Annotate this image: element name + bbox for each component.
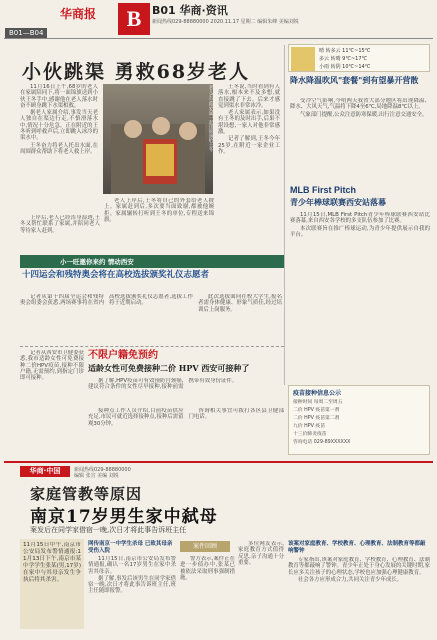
bottom-story-1: 11月15日,南京市公安局发布警情通报,确认一名17岁男生在家中杀害其母亲。 据了解,事发后该男生在同学家借宿一晚,次日才将此事告诉班主任,班主任随即报警。 bbox=[88, 556, 176, 595]
side-quote-box bbox=[20, 539, 84, 629]
promo-label: 小一旺邀你来约 情动西安 bbox=[60, 258, 134, 266]
bottom-kicker: 家庭管教等原因 bbox=[30, 485, 143, 503]
weather-box bbox=[288, 44, 430, 72]
bottom-subtitle: 案发后在同学家借宿一晚,次日才将此事告诉班主任 bbox=[30, 526, 187, 534]
section-label: 华商·中国 bbox=[20, 466, 70, 477]
promo-banner bbox=[20, 255, 284, 268]
headline: 小伙跳渠 勇救68岁老人 bbox=[22, 61, 251, 83]
hpv-story-3: 接种点工作人员介绍,目前疫苗供应充足,市民可就近选择接种点,接种后需留观30分钟。 咨询相关事宜可拨打各区县卫健部门电话。 bbox=[88, 408, 284, 427]
side-quote: 11月15日中午,南京市公安局发布警情通报:11月13日下午,南京市某中学学生张某(男,17岁)在家中与其母亲发生争执后将其杀害。 bbox=[23, 542, 81, 583]
info-line: 咨询电话 029-89XXXXXX bbox=[293, 440, 351, 445]
page-range: B01—B04 bbox=[5, 28, 47, 38]
photo-people-icon bbox=[103, 84, 213, 194]
sidebar-story-2: 11月15日,MLB First Pitch青少年棒球联赛西安站比赛落幕,来自西安各学校的多支队伍参加了比赛。 本次联赛旨在推广棒球运动,为青少年提供展示自我的平台。 bbox=[290, 212, 430, 238]
info-line: 十三价肺炎疫苗 bbox=[293, 432, 327, 437]
vaccine-info-box bbox=[288, 385, 430, 455]
section-letter: B bbox=[118, 3, 150, 35]
sidebar-headline-2b: 青少年棒球联赛西安站落幕 bbox=[290, 197, 386, 207]
info-line: 九价 HPV 疫苗 bbox=[293, 424, 326, 429]
page-header bbox=[0, 0, 437, 38]
weather-sun-icon bbox=[291, 47, 315, 71]
bottom-story-4: 专家指出,该案对家庭教育、学校教育、心理教育、法制教育等都敲响了警钟。青少年正处于身心发展的关键时期,家长应多关注孩子的心理状态,学校也应加强心理健康教育。 社会各方应形成合力,共同关注青少年成长。 bbox=[288, 557, 430, 583]
photo-caption: 老人(右)和家属一起送锦旗给王冬 bbox=[208, 85, 213, 152]
contact-line: 新闻热线029-88880000 bbox=[74, 467, 131, 473]
hpv-kicker: 不限户籍免预约 bbox=[88, 350, 158, 361]
info-line: 二价 HPV 疫苗第二剂 bbox=[293, 416, 340, 421]
hpv-story-1: 记者从西安市卫健委获悉,我市适龄女性可免费接种二价HPV疫苗,接种不限户籍,无需预约,到指定门诊即可接种。 bbox=[20, 350, 84, 382]
hpv-headline: 适龄女性可免费接种二价 HPV 西安可接种了 bbox=[88, 363, 250, 373]
column-head: 网传南京一中学生杀母 已致其母亲受伤入院 bbox=[88, 541, 173, 554]
promo-headline: 十四运会和残特奥会将在高校选拔颁奖礼仪志愿者 bbox=[22, 270, 210, 280]
date-line: 新闻热线029-88880000 2020.11.17 星期二 编辑朱峰 美编刘锐 bbox=[152, 19, 299, 25]
info-line: 接种时间 每周二至周五 bbox=[293, 400, 343, 405]
story-column-2: 老人上岸后,王冬将自己的外套给老人披上。家属赶到后,多次要当面致谢,都被他婉拒。家属辗转打听到王冬的单位,专程送来锦旗。 bbox=[104, 198, 214, 223]
newspaper-logo: 华商报 bbox=[60, 7, 97, 21]
bottom-story-3: 多位网友表示,家庭教育方式值得反思,亲子沟通十分重要。 bbox=[238, 541, 284, 566]
info-box-title: 疫苗接种信息公示 bbox=[293, 390, 342, 397]
story-column-3: 王冬说,当时看到有人落水,根本来不及多想,就直接跳了下去。后来才感觉到渠水非常冰冷。 老人家属表示,如果没有王冬的及时出手,后果不堪设想,一家人对他非常感激。 记者了解到,王冬今年25岁,在附近一家企业工作。 bbox=[218, 84, 280, 155]
hpv-story-2: 据了解,HPV疫苗可有效预防宫颈癌,建议符合条件的女性尽早接种,接种前需携带有效身份证件。 bbox=[88, 378, 238, 391]
story-column-1: 11月16日上午,68岁的老人在家属陪同下,将一面锦旗送到小伙王冬手中,感谢他在老人落水时奋不顾身跳下水渠相救。 据老人家属介绍,事发当天老人独自在渠边行走,不慎滑落水中,情况十分危急。正在附近的王冬听到呼救声后,立即跳入冰冷的渠水中。 王冬奋力将老人托出水面,在周围群众帮助下将老人救上岸。 bbox=[20, 84, 98, 155]
weather-line-3: 小雨 转阴 10℃~14℃ bbox=[319, 64, 371, 70]
right-head: 该案对家庭教育、学校教育、心理教育、法制教育等都敲响警钟 bbox=[288, 541, 426, 554]
bottom-story-2: 警方表示,案件正在进一步侦办中,张某已被依法采取刑事强制措施。 bbox=[180, 556, 235, 581]
sidebar-story-1: 受冷空气影响,今明两天我省大部分地区将出现降温、降水、大风天气,气温将下降4至6℃,局地降温8℃以上。 气象部门提醒,公众注意防寒保暖,出行注意交通安全。 bbox=[290, 98, 430, 118]
promo-story: 记者从第十四届全运会和残特奥会组委会获悉,两场赛事将在省内高校选拔颁奖礼仪志愿者,选拔工作将于近期启动。 此次选拔面向在校大学生,报名者需身体健康、形象气质佳,经过培训后上岗服务。 bbox=[20, 294, 282, 313]
story-column-1b: 上岸后,老人已经浑身湿透,王冬又帮忙联系了家属,并陪同老人等待家人赶到。 bbox=[20, 215, 100, 234]
editor-line: 编辑 张宣 美编 刘锐 bbox=[74, 473, 119, 479]
sidebar-headline-1: 降水降温吹风"套餐"到有望暴开营散 bbox=[290, 75, 419, 85]
weather-line-2: 多云 转晴 9℃~17℃ bbox=[319, 56, 368, 62]
case-review-tag: 案件回顾 bbox=[180, 541, 230, 552]
info-line: 二价 HPV 疫苗第一剂 bbox=[293, 408, 340, 413]
weather-line-1: 晴 转多云 11℃~15℃ bbox=[319, 48, 371, 54]
section-title: B01 华商·资讯 bbox=[152, 4, 228, 17]
bottom-headline: 南京17岁男生家中弑母 bbox=[30, 507, 218, 527]
story-photo bbox=[103, 84, 213, 194]
sidebar-headline-2a: MLB First Pitch bbox=[290, 185, 357, 195]
